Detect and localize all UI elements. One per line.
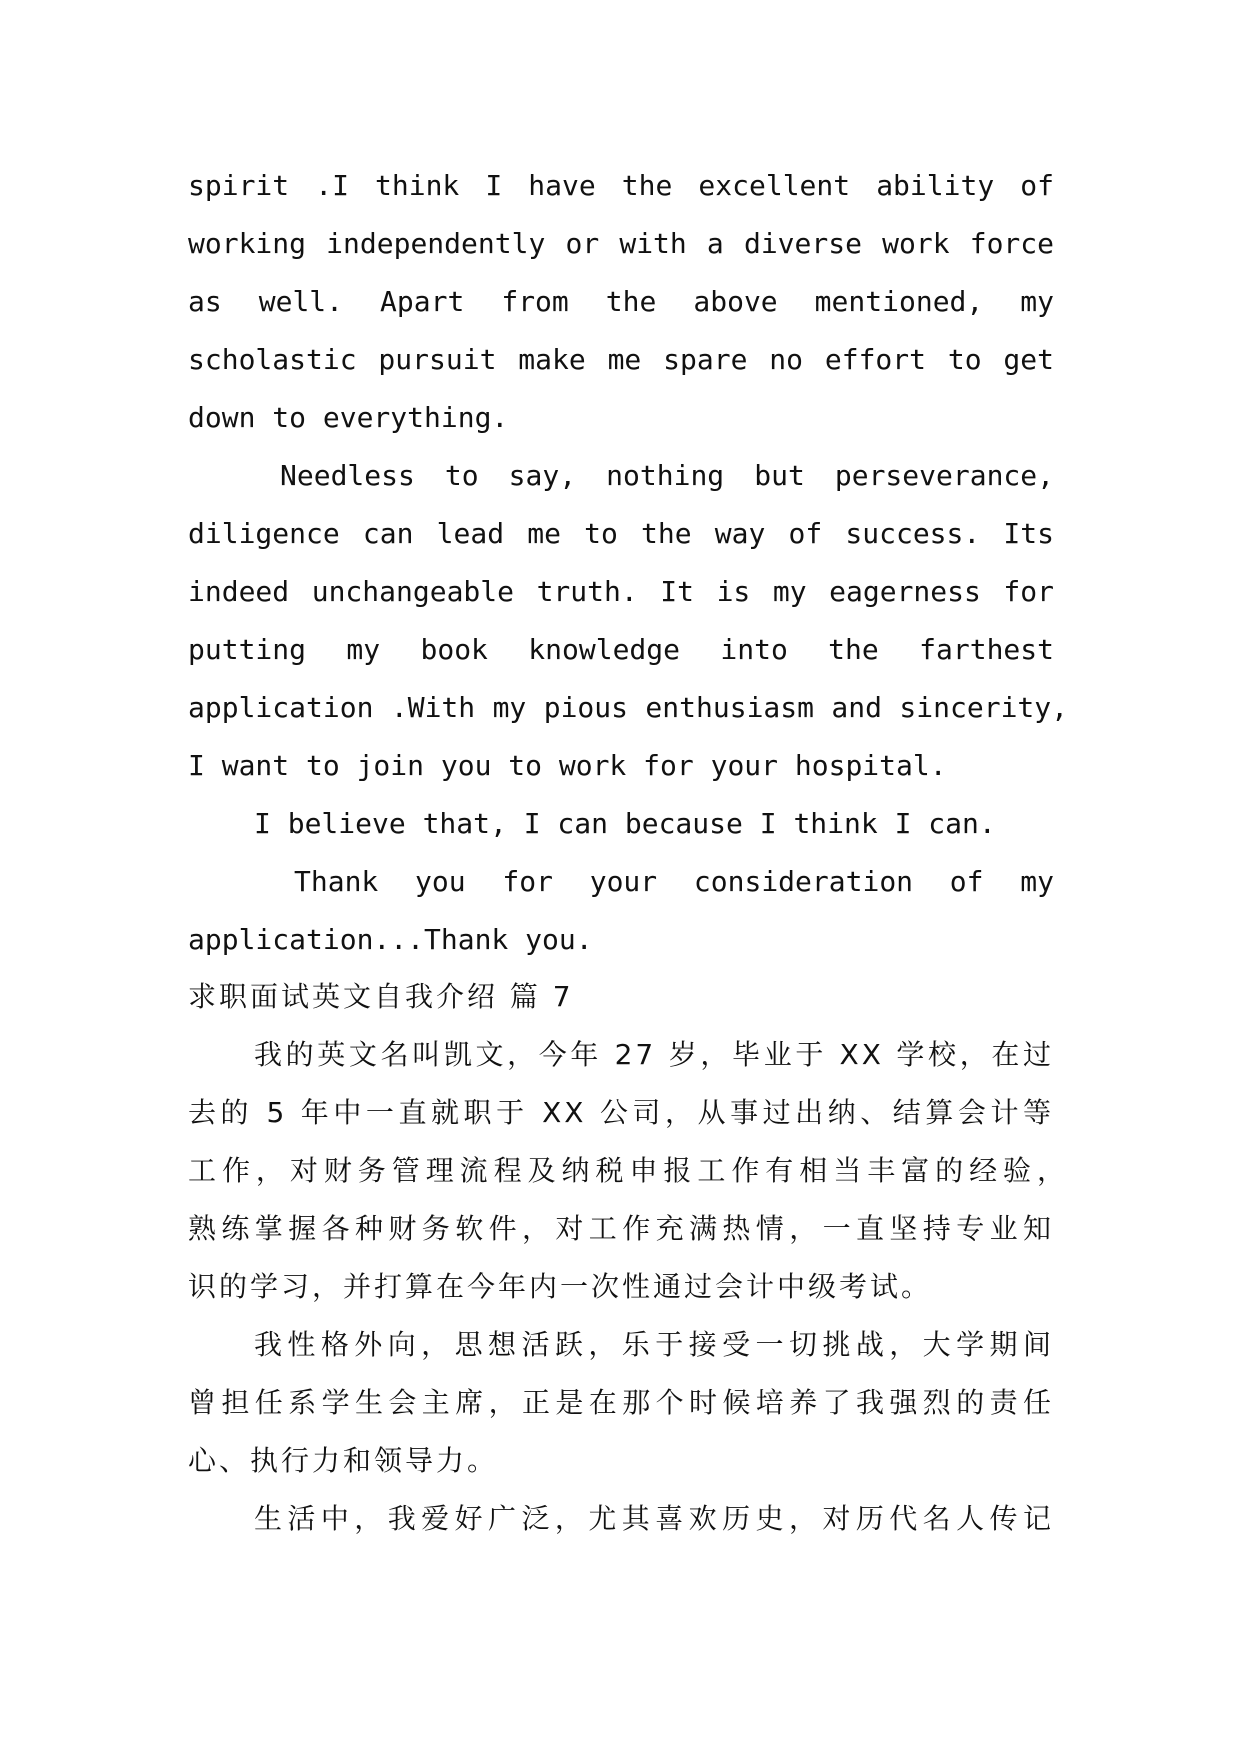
paragraph-line: 识的学习，并打算在今年内一次性通过会计中级考试。	[188, 1270, 933, 1303]
paragraph-line: application .With my pious enthusiasm and sincerity,	[188, 691, 1068, 724]
paragraph-line: 曾担任系学生会主席，正是在那个时候培养了我强烈的责任	[188, 1386, 1054, 1419]
paragraph-line: Thank you for your consideration of my	[294, 865, 1054, 898]
paragraph-line: scholastic pursuit make me spare no effort to get	[188, 343, 1054, 376]
paragraph-line: 我性格外向，思想活跃，乐于接受一切挑战，大学期间	[254, 1328, 1054, 1361]
paragraph-line: working independently or with a diverse work force	[188, 227, 1054, 260]
paragraph-line: 我的英文名叫凯文，今年 27 岁，毕业于 XX 学校，在过	[254, 1038, 1054, 1071]
paragraph-line: I believe that, I can because I think I can.	[254, 807, 996, 840]
paragraph-line: down to everything.	[188, 401, 509, 434]
paragraph-line: putting my book knowledge into the farthest	[188, 633, 1054, 666]
paragraph-line: diligence can lead me to the way of success. Its	[188, 517, 1054, 550]
paragraph-line: 心、执行力和领导力。	[188, 1444, 499, 1477]
paragraph-line: I want to join you to work for your hospital.	[188, 749, 947, 782]
paragraph-line: 生活中，我爱好广泛，尤其喜欢历史，对历代名人传记	[254, 1502, 1054, 1535]
paragraph-line: spirit .I think I have the excellent ability of	[188, 169, 1054, 202]
section-heading: 求职面试英文自我介绍 篇 7	[188, 980, 574, 1013]
paragraph-line: 工作，对财务管理流程及纳税申报工作有相当丰富的经验，	[188, 1154, 1068, 1187]
paragraph-line: indeed unchangeable truth. It is my eagerness for	[188, 575, 1054, 608]
paragraph-line: Needless to say, nothing but perseverance,	[280, 459, 1054, 492]
paragraph-line: as well. Apart from the above mentioned, my	[188, 285, 1054, 318]
paragraph-line: 去的 5 年中一直就职于 XX 公司，从事过出纳、结算会计等	[188, 1096, 1054, 1129]
paragraph-line: 熟练掌握各种财务软件，对工作充满热情，一直坚持专业知	[188, 1212, 1054, 1245]
paragraph-line: application...Thank you.	[188, 923, 593, 956]
